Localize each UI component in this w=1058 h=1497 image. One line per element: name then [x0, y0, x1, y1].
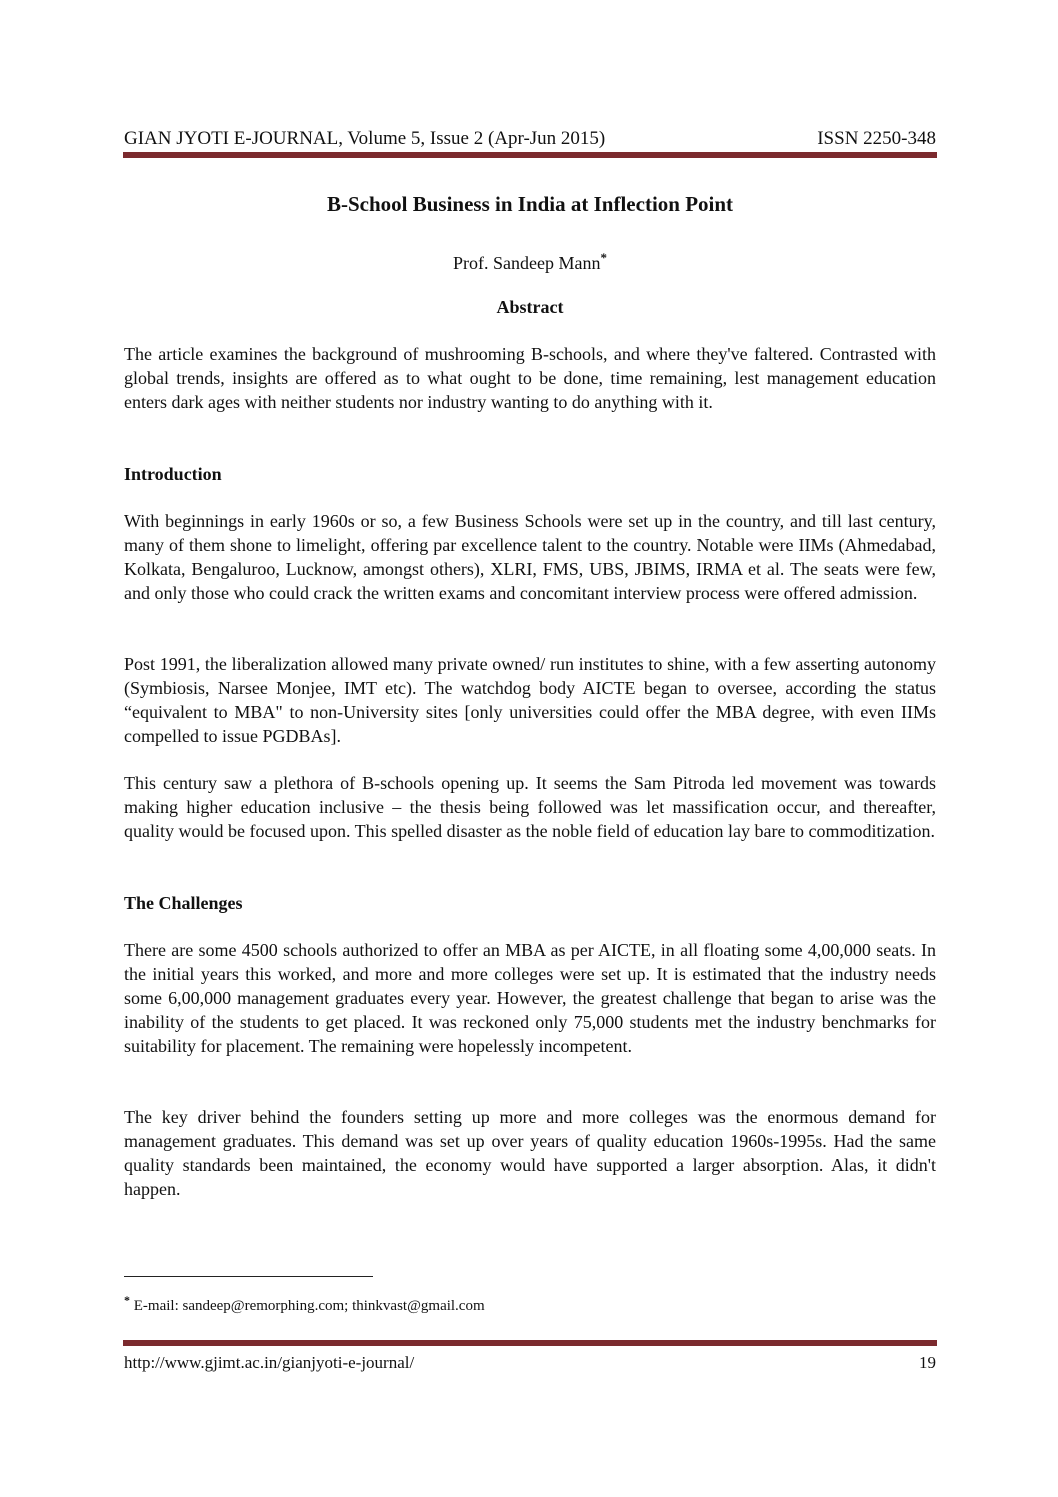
running-header	[124, 128, 936, 154]
abstract-heading: Abstract	[496, 297, 564, 317]
journal-url-link[interactable]: http://www.gjimt.ac.in/gianjyoti-e-journal/	[124, 1353, 415, 1372]
journal-citation: GIAN JYOTI E-JOURNAL, Volume 5, Issue 2 (Apr-Jun 2015)	[124, 128, 606, 149]
author-line	[124, 246, 936, 275]
footnote-text: E-mail: sandeep@remorphing.com; thinkvast@gmail.com	[130, 1298, 485, 1314]
header-rule	[123, 152, 937, 158]
running-footer	[124, 1352, 936, 1376]
footnote-separator	[124, 1276, 373, 1277]
introduction-paragraph-1: With beginnings in early 1960s or so, a few Business Schools were set up in the country, and till last century, many of them shone to limelight, offering par excellence talent to the country. Notable were IIMs (Ahmedabad, Kolkata, Bengaluroo, Lucknow, amongst others), XLRI, FMS, UBS, JBIMS, IRMA et al. The seats were few, and only those who could crack the written exams and concomitant interview process were offered admission.	[124, 511, 936, 603]
issn-number: ISSN 2250-348	[817, 128, 936, 149]
article-title: B-School Business in India at Inflection Point	[326, 192, 734, 216]
footer-rule	[123, 1340, 937, 1346]
introduction-heading: Introduction	[124, 464, 222, 484]
abstract-text: The article examines the background of mushrooming B-schools, and where they've faltered. Contrasted with global trends, insights are offered as to what ought to be done, time remaining, lest management education enters dark ages with neither students nor industry wanting to do anything with it.	[124, 344, 936, 412]
author-name: Prof. Sandeep Mann	[453, 253, 601, 273]
challenges-paragraph-1: There are some 4500 schools authorized to offer an MBA as per AICTE, in all floating some 4,00,000 seats. In the initial years this worked, and more and more colleges were set up. It is estimated that the industry needs some 6,00,000 management graduates every year. However, the greatest challenge that began to arise was the inability of the students to get placed. It was reckoned only 75,000 students met the industry benchmarks for suitability for placement. The remaining were hopelessly incompetent.	[124, 940, 936, 1056]
footnote	[124, 1290, 936, 1316]
page-number: 19	[919, 1353, 936, 1372]
introduction-paragraph-2: Post 1991, the liberalization allowed many private owned/ run institutes to shine, with a few asserting autonomy (Symbiosis, Narsee Monjee, IMT etc). The watchdog body AICTE began to oversee, according the status “equivalent to MBA" to non-University sites [only universities could offer the MBA degree, with even IIMs compelled to issue PGDBAs].	[124, 654, 936, 746]
challenges-heading: The Challenges	[124, 893, 243, 913]
author-footnote-mark: *	[600, 250, 607, 265]
introduction-paragraph-3: This century saw a plethora of B-schools opening up. It seems the Sam Pitroda led movement was towards making higher education inclusive – the thesis being followed was let massification occur, and thereafter, quality would be focused upon. This spelled disaster as the noble field of education lay bare to commoditization.	[124, 773, 936, 841]
footnote-mark: *	[124, 1293, 130, 1307]
challenges-paragraph-2: The key driver behind the founders setting up more and more colleges was the enormous demand for management graduates. This demand was set up over years of quality education 1960s-1995s. Had the same quality standards been maintained, the economy would have supported a larger absorption. Alas, it didn't happen.	[124, 1107, 936, 1199]
